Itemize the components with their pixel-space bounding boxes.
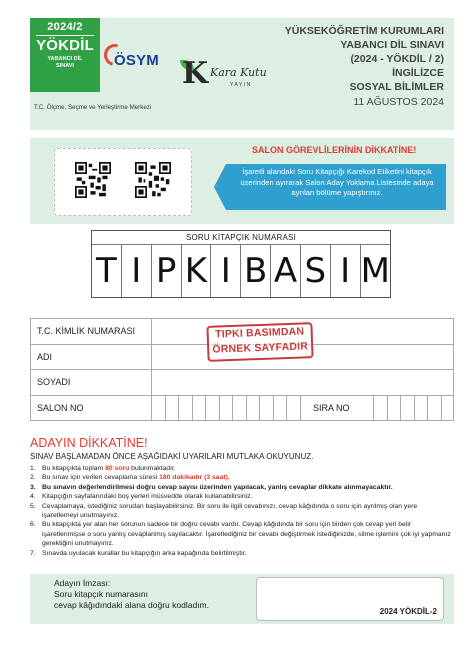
- badge-divider: [36, 35, 94, 36]
- booklet-number-box: [91, 230, 391, 298]
- exam-date: 11 AĞUSTOS 2024: [353, 96, 444, 108]
- sira-no-cells: [373, 396, 442, 421]
- osym-logo: [104, 40, 164, 80]
- publisher-initial: K: [182, 56, 209, 91]
- rule-text: Kitapçığın sayfalarındaki boş yerleri müsvedde olarak kullanabilirsiniz.: [42, 493, 253, 501]
- form-divider: [151, 345, 152, 370]
- publisher-logo: [178, 54, 288, 104]
- exam-line-2: YABANCI DİL SINAVI: [340, 39, 444, 51]
- booklet-code: 2024 YÖKDİL-2: [379, 607, 437, 616]
- list-item: [30, 502, 454, 521]
- candidate-notice-title: ADAYIN DİKKATİNE!: [30, 436, 148, 450]
- rule-number: 6.: [30, 521, 36, 529]
- badge-year: 2024/2: [47, 21, 83, 33]
- signature-box[interactable]: [256, 577, 444, 621]
- rule-number: 4.: [30, 493, 36, 501]
- booklet-letter: P: [152, 245, 182, 297]
- badge-sub-line-2: SINAVI: [56, 63, 74, 69]
- booklet-letter: I: [211, 245, 241, 297]
- booklet-letter: T: [92, 245, 122, 297]
- list-item: [30, 520, 454, 548]
- exam-line-3: (2024 - YÖKDİL / 2): [350, 53, 444, 65]
- exam-line-1: YÜKSEKÖĞRETİM KURUMLARI: [284, 25, 444, 37]
- sample-stamp: [206, 322, 313, 362]
- booklet-letter: M: [360, 251, 390, 291]
- candidate-form: [30, 318, 454, 421]
- name-label: ADI: [37, 351, 53, 362]
- badge-subtitle: [30, 56, 100, 70]
- salon-notice-title: SALON GÖREVLİLERİNİN DİKKATİNE!: [252, 145, 417, 155]
- rule-number: 3.: [30, 483, 36, 491]
- booklet-number-label: SORU KİTAPÇIK NUMARASI: [92, 231, 390, 245]
- rule-text: Bu kitapçıkta toplam 80 soru bulunmaktadır.: [42, 465, 176, 472]
- publisher-name: Kara Kutu: [210, 66, 267, 79]
- exam-info: [285, 24, 444, 110]
- exam-language: İNGİLİZCE: [392, 67, 444, 79]
- booklet-letter: S: [301, 245, 331, 297]
- rule-text: Bu sınavın değerlendirilmesi doğru cevap sayısı üzerinden yapılacak, yanlış cevaplar dikkate alınmayacaktır.: [42, 483, 393, 491]
- badge-sub-line-1: YABANCI DİL: [47, 56, 83, 62]
- qr-label-area: [54, 148, 192, 216]
- booklet-letter: B: [241, 245, 271, 297]
- stamp-line-2: ÖRNEK SAYFADIR: [212, 340, 309, 356]
- booklet-letter: I: [122, 245, 152, 297]
- signature-section: [30, 574, 454, 624]
- booklet-number-cells: [92, 245, 390, 297]
- badge-title: YÖKDİL: [36, 37, 94, 54]
- salon-notice: [30, 138, 454, 224]
- list-item: [30, 492, 454, 501]
- booklet-letter: I: [331, 245, 361, 297]
- signature-line-3: cevap kâğıdındaki alana doğru kodladım.: [54, 600, 209, 610]
- salon-row: [31, 396, 453, 422]
- rule-text: Bu sınav için verilen cevaplama süresi 180 dakikadır (3 saat).: [42, 474, 230, 482]
- header: [30, 18, 454, 130]
- rule-number: 1.: [30, 465, 36, 472]
- surname-label: SOYADI: [37, 377, 71, 387]
- rule-text: Cevaplamaya, istediğiniz sorudan başlayabilirsiniz. Bir soru ile ilgili cevabınızı, cevap kâğıdında o soru için ayrılmış olan yere işaretlemeyi unutmayınız.: [42, 502, 418, 520]
- surname-row: [31, 370, 453, 396]
- rule-number: 5.: [30, 502, 36, 510]
- exam-field: SOSYAL BİLİMLER: [349, 81, 444, 93]
- salon-no-cells: [152, 396, 301, 421]
- signature-label: Adayın İmzası:: [54, 578, 111, 588]
- osym-logo-text: ÖSYM: [114, 52, 159, 69]
- list-item: [30, 549, 454, 558]
- list-item: [30, 483, 454, 492]
- form-divider: [151, 319, 152, 344]
- booklet-letter: K: [182, 245, 212, 297]
- tc-id-label: T.C. KİMLİK NUMARASI: [37, 326, 136, 336]
- salon-notice-text: İşaretli alandaki Soru Kitapçığı Karekod Etiketini kitapçık üzerinden ayırarak Salon Aday Yoklama Listesinde adaya ayrılan bölüme yapıştırınız.: [240, 167, 434, 197]
- exam-badge: [30, 18, 100, 92]
- osym-caption: T.C. Ölçme, Seçme ve Yerleştirme Merkezi: [34, 104, 152, 111]
- arrow-left-icon: [214, 164, 226, 210]
- rule-text: Sınavda uyulacak kurallar bu kitapçığın arka kapağında belirtilmiştir.: [42, 549, 247, 557]
- list-item: [30, 473, 454, 482]
- candidate-notice-lead: SINAV BAŞLAMADAN ÖNCE AŞAĞIDAKİ UYARILARI MUTLAKA OKUYUNUZ.: [30, 452, 314, 461]
- qr-code-icon: [135, 162, 171, 198]
- form-divider: [151, 370, 152, 395]
- rule-text: Bu kitapçıkta yer alan her sorunun sadece bir doğru cevabı vardır. Cevap kâğıdında bir soru için birden çok cevap yeri belir işaretlenmişse o soru yanlış cevaplanmış sayılacaktır. İşaretlediğiniz bir cevabı değiştirmek istediğinizde, silme işlemini çok iyi yapmanız gerektiğini unutmayınız.: [42, 521, 451, 548]
- signature-instructions: [54, 578, 209, 611]
- sira-no-label: SIRA NO: [313, 402, 350, 413]
- signature-line-2: Soru kitapçık numarasını: [54, 589, 149, 599]
- list-item: [30, 464, 454, 473]
- rules-list: [30, 464, 454, 558]
- rule-number: 7.: [30, 549, 36, 557]
- stamp-line-1: TIPKI BASIMDAN: [214, 325, 305, 341]
- salon-no-label: SALON NO: [37, 402, 84, 413]
- publisher-sub: YAYIN: [230, 82, 252, 88]
- booklet-letter: A: [271, 245, 301, 297]
- qr-code-icon: [75, 162, 111, 198]
- rule-number: 2.: [30, 474, 36, 482]
